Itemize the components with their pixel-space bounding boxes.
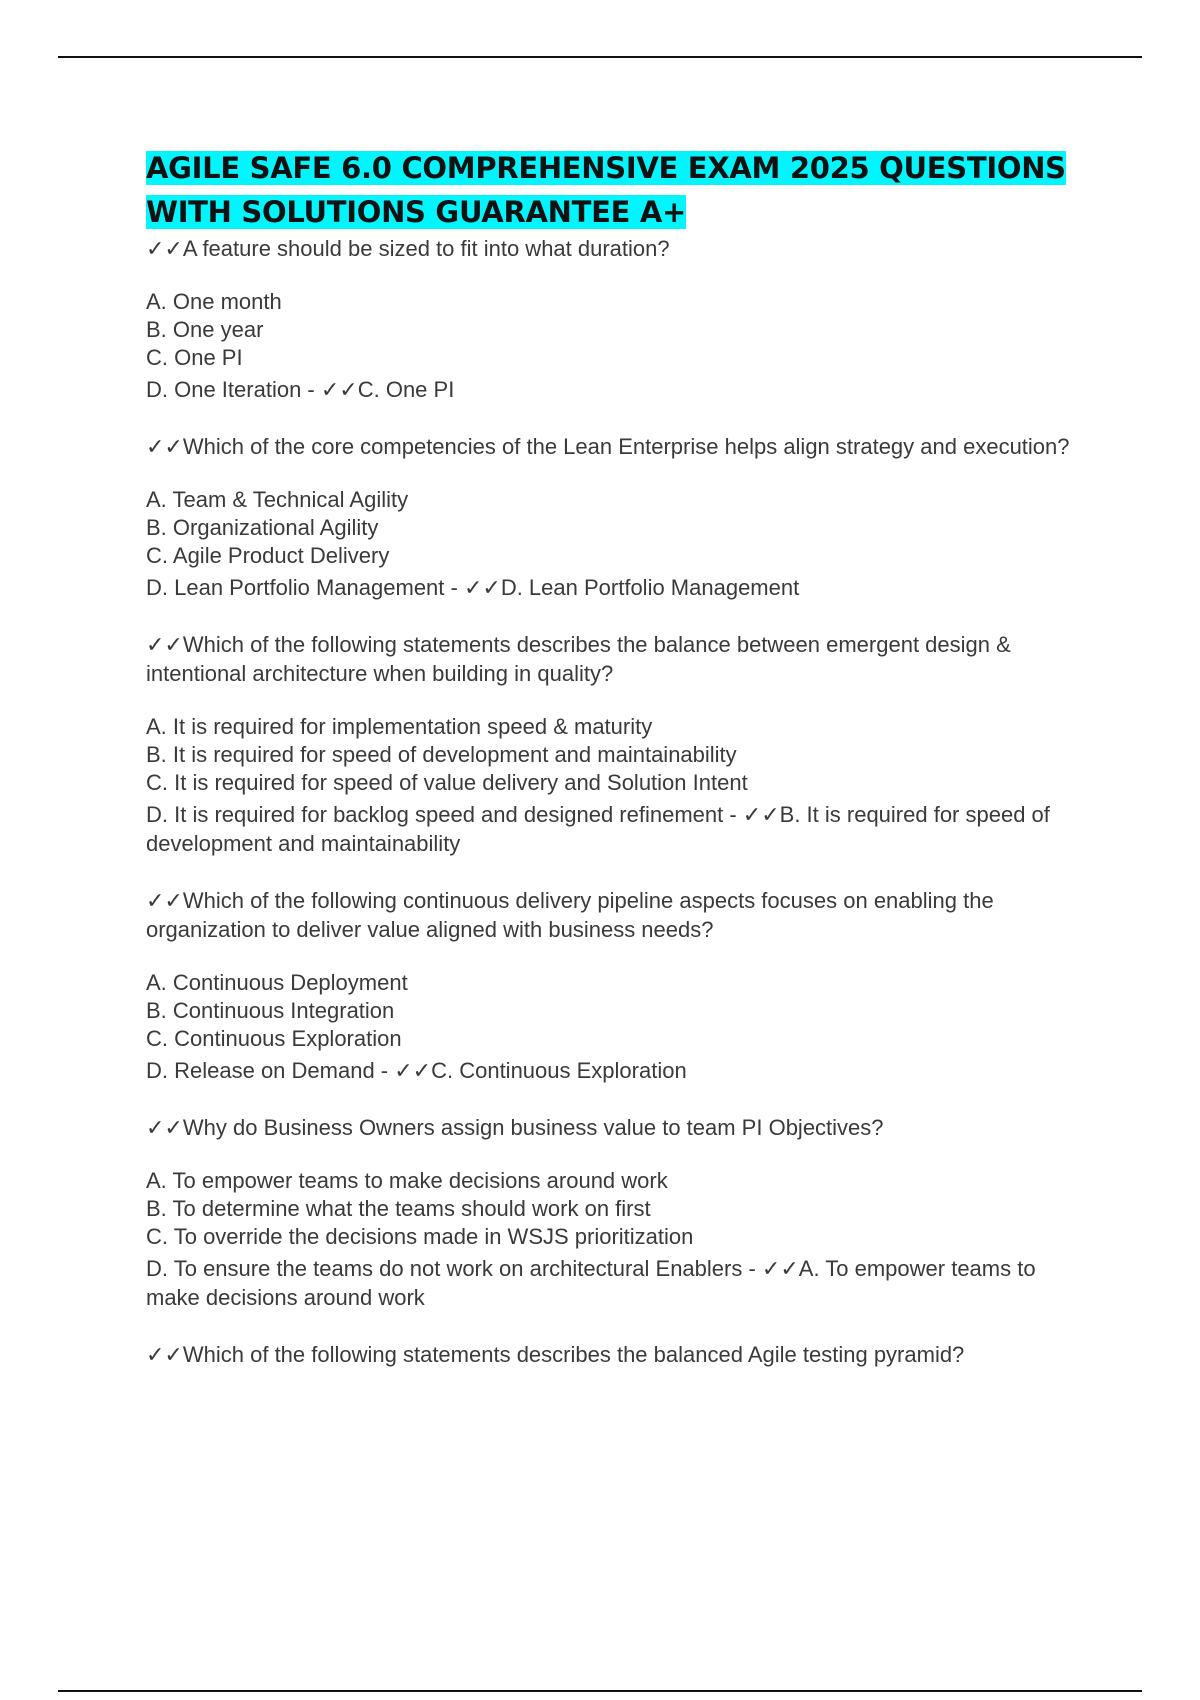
document-body — [146, 146, 1086, 1394]
question-text: ✓✓Which of the following continuous delivery pipeline aspects focuses on enabling the organization to deliver value aligned with business needs? — [146, 888, 994, 942]
answer-option: B. Continuous Integration — [146, 998, 395, 1023]
answer-option-with-solution: D. One Iteration - ✓✓C. One PI — [146, 377, 455, 402]
answer-option: A. To empower teams to make decisions around work — [146, 1168, 668, 1193]
answer-options — [146, 713, 1086, 858]
answer-options — [146, 1167, 1086, 1312]
question-block-5 — [146, 1113, 1086, 1312]
answer-option: B. To determine what the teams should work on first — [146, 1196, 651, 1221]
answer-option: A. Team & Technical Agility — [146, 487, 409, 512]
answer-option: A. One month — [146, 289, 282, 314]
answer-option-with-solution: D. Release on Demand - ✓✓C. Continuous Exploration — [146, 1058, 687, 1083]
answer-options — [146, 969, 1086, 1085]
answer-option: C. Continuous Exploration — [146, 1026, 402, 1051]
answer-option: A. Continuous Deployment — [146, 970, 408, 995]
question-text: ✓✓A feature should be sized to fit into what duration? — [146, 236, 670, 261]
answer-option-with-solution: D. Lean Portfolio Management - ✓✓D. Lean Portfolio Management — [146, 575, 800, 600]
question-text: ✓✓Why do Business Owners assign business value to team PI Objectives? — [146, 1115, 884, 1140]
question-text: ✓✓Which of the following statements describes the balance between emergent design & intentional architecture when building in quality? — [146, 632, 1011, 686]
question-block-4 — [146, 886, 1086, 1085]
answer-option: B. One year — [146, 317, 264, 342]
question-text: ✓✓Which of the core competencies of the Lean Enterprise helps align strategy and execution? — [146, 434, 1070, 459]
answer-options — [146, 288, 1086, 404]
answer-option: C. To override the decisions made in WSJS prioritization — [146, 1224, 694, 1249]
question-block-6 — [146, 1340, 1086, 1369]
answer-option-with-solution: D. To ensure the teams do not work on architectural Enablers - ✓✓A. To empower teams to make decisions around work — [146, 1256, 1036, 1310]
answer-options — [146, 486, 1086, 602]
top-rule — [58, 56, 1142, 58]
answer-option: C. It is required for speed of value delivery and Solution Intent — [146, 770, 748, 795]
document-title: AGILE SAFE 6.0 COMPREHENSIVE EXAM 2025 QUESTIONS WITH SOLUTIONS GUARANTEE A+ — [146, 151, 1066, 229]
bottom-rule — [58, 1690, 1142, 1692]
answer-option: C. Agile Product Delivery — [146, 543, 390, 568]
answer-option: B. It is required for speed of development and maintainability — [146, 742, 737, 767]
question-block-2 — [146, 432, 1086, 602]
answer-option: B. Organizational Agility — [146, 515, 379, 540]
question-block-1 — [146, 234, 1086, 404]
answer-option: A. It is required for implementation speed & maturity — [146, 714, 653, 739]
question-text: ✓✓Which of the following statements describes the balanced Agile testing pyramid? — [146, 1342, 965, 1367]
question-block-3 — [146, 630, 1086, 858]
answer-option: C. One PI — [146, 345, 243, 370]
answer-option-with-solution: D. It is required for backlog speed and designed refinement - ✓✓B. It is required for speed of development and maintainability — [146, 802, 1050, 856]
